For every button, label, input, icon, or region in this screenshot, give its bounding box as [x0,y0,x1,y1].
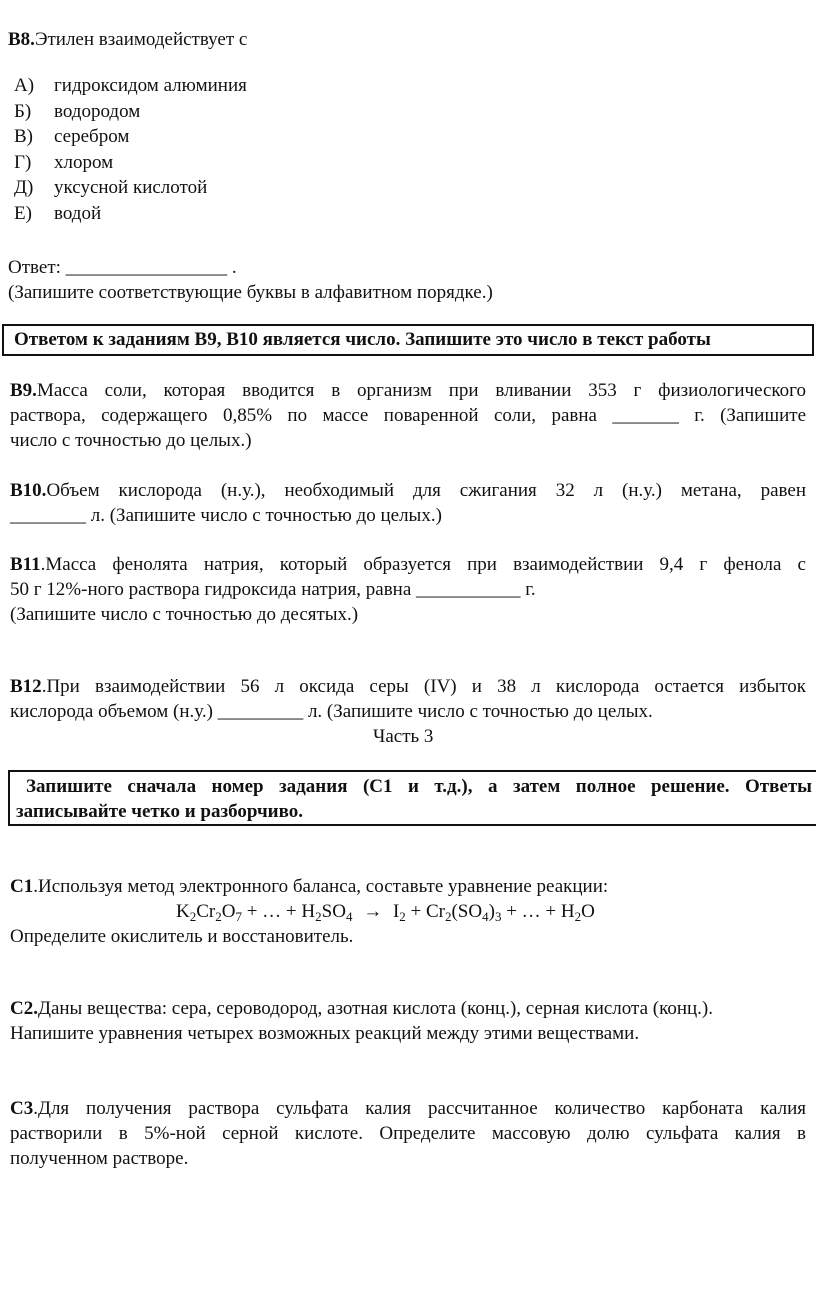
option-text: уксусной кислотой [54,177,208,198]
question-line: число с точностью до целых.) [10,430,252,451]
option-e [14,201,101,226]
option-text: хлором [54,152,114,173]
question-label: В8. [8,29,35,50]
question-line: растворили в 5%-ной серной кислоте. Определите массовую долю сульфата калия в [10,1123,806,1144]
question-b12 [10,674,806,724]
question-line: 50 г 12%-ного раствора гидроксида натрия, равна ___________ г. [10,579,536,600]
question-text: Этилен взаимодействует с [34,29,248,50]
option-letter: Г) [14,152,32,173]
arrow-icon: → [363,901,383,922]
option-text: серебром [54,126,130,147]
question-line: С2.Даны вещества: сера, сероводород, азотная кислота (конц.), серная кислота (конц.). [10,998,714,1019]
question-b10 [10,478,806,528]
answer-blank[interactable]: _______ [612,405,679,426]
question-line: кислорода объемом (н.у.) _________ л. (Запишите число с точностью до целых. [10,701,653,722]
question-b9 [10,378,806,453]
banner-line: Запишите сначала номер задания (С1 и т.д.), а затем полное решение. Ответы [26,776,812,797]
question-b8 [8,27,247,52]
option-b [14,99,140,124]
question-line: С3.Для получения раствора сульфата калия рассчитанное количество карбоната калия [10,1098,806,1119]
answer-label: Ответ: [8,257,61,278]
answer-blank[interactable]: ___________ [416,579,521,600]
question-label: С3 [10,1098,34,1119]
option-letter: А) [14,75,35,96]
question-c3 [10,1096,806,1171]
option-text: водой [54,203,102,224]
question-line: (Запишите число с точностью до десятых.) [10,604,359,625]
question-label: С1 [10,876,34,897]
answer-line [8,255,237,280]
option-g [14,150,113,175]
option-letter: Д) [14,177,34,198]
question-line: Определите окислитель и восстановитель. [10,926,354,947]
question-label: С2. [10,998,38,1019]
option-text: водородом [54,101,141,122]
option-v [14,124,129,149]
question-line: раствора, содержащего 0,85% по массе поваренной соли, равна _______ г. (Запишите [10,405,807,426]
part-title: Часть 3 [373,726,434,747]
option-text: гидроксидом алюминия [54,75,247,96]
question-c2 [10,996,808,1046]
reaction-equation: $K_2Cr_2O_7$ + … + $H_2SO_4 \to I_2 + Cr_2(SO_4)_3$ + … + $H_2O$ [176,901,595,924]
instruction-banner-c [8,770,816,826]
question-line: Напишите уравнения четырех возможных реакций между этими веществами. [10,1023,640,1044]
question-line: В12.При взаимодействии 56 л оксида серы (IV) и 38 л кислорода остается избыток [10,676,806,697]
answer-blank[interactable]: ________ [10,505,86,526]
question-label: В9. [10,380,37,401]
answer-blank[interactable]: _________ [217,701,304,722]
question-label: В11 [10,554,41,575]
option-a [14,73,247,98]
question-line: В10.Объем кислорода (н.у.), необходимый для сжигания 32 л (н.у.) метана, равен [10,480,806,501]
question-line: В9.Масса соли, которая вводится в организм при вливании 353 г физиологического [10,380,806,401]
instruction-banner [2,324,814,356]
question-label: В12 [10,676,42,697]
answer-instruction: (Запишите соответствующие буквы в алфавитном порядке.) [8,282,493,303]
option-letter: Б) [14,101,32,122]
answer-blank[interactable]: _________________ [65,257,228,278]
option-letter: Е) [14,203,32,224]
question-c1: С1.Используя метод электронного баланса, составьте уравнение реакции: [10,876,609,897]
option-letter: В) [14,126,33,147]
question-b11 [10,552,806,627]
answer-end: . [231,257,237,278]
question-label: В10. [10,480,47,501]
option-d [14,175,207,200]
question-line: В11.Масса фенолята натрия, который образуется при взаимодействии 9,4 г фенола с [10,554,806,575]
question-line: полученном растворе. [10,1148,189,1169]
question-line: ________ л. (Запишите число с точностью до целых.) [10,505,442,526]
banner-line: записывайте четко и разборчиво. [16,801,303,822]
banner-text: Ответом к заданиям В9, В10 является число. Запишите это число в текст работы [14,329,711,350]
